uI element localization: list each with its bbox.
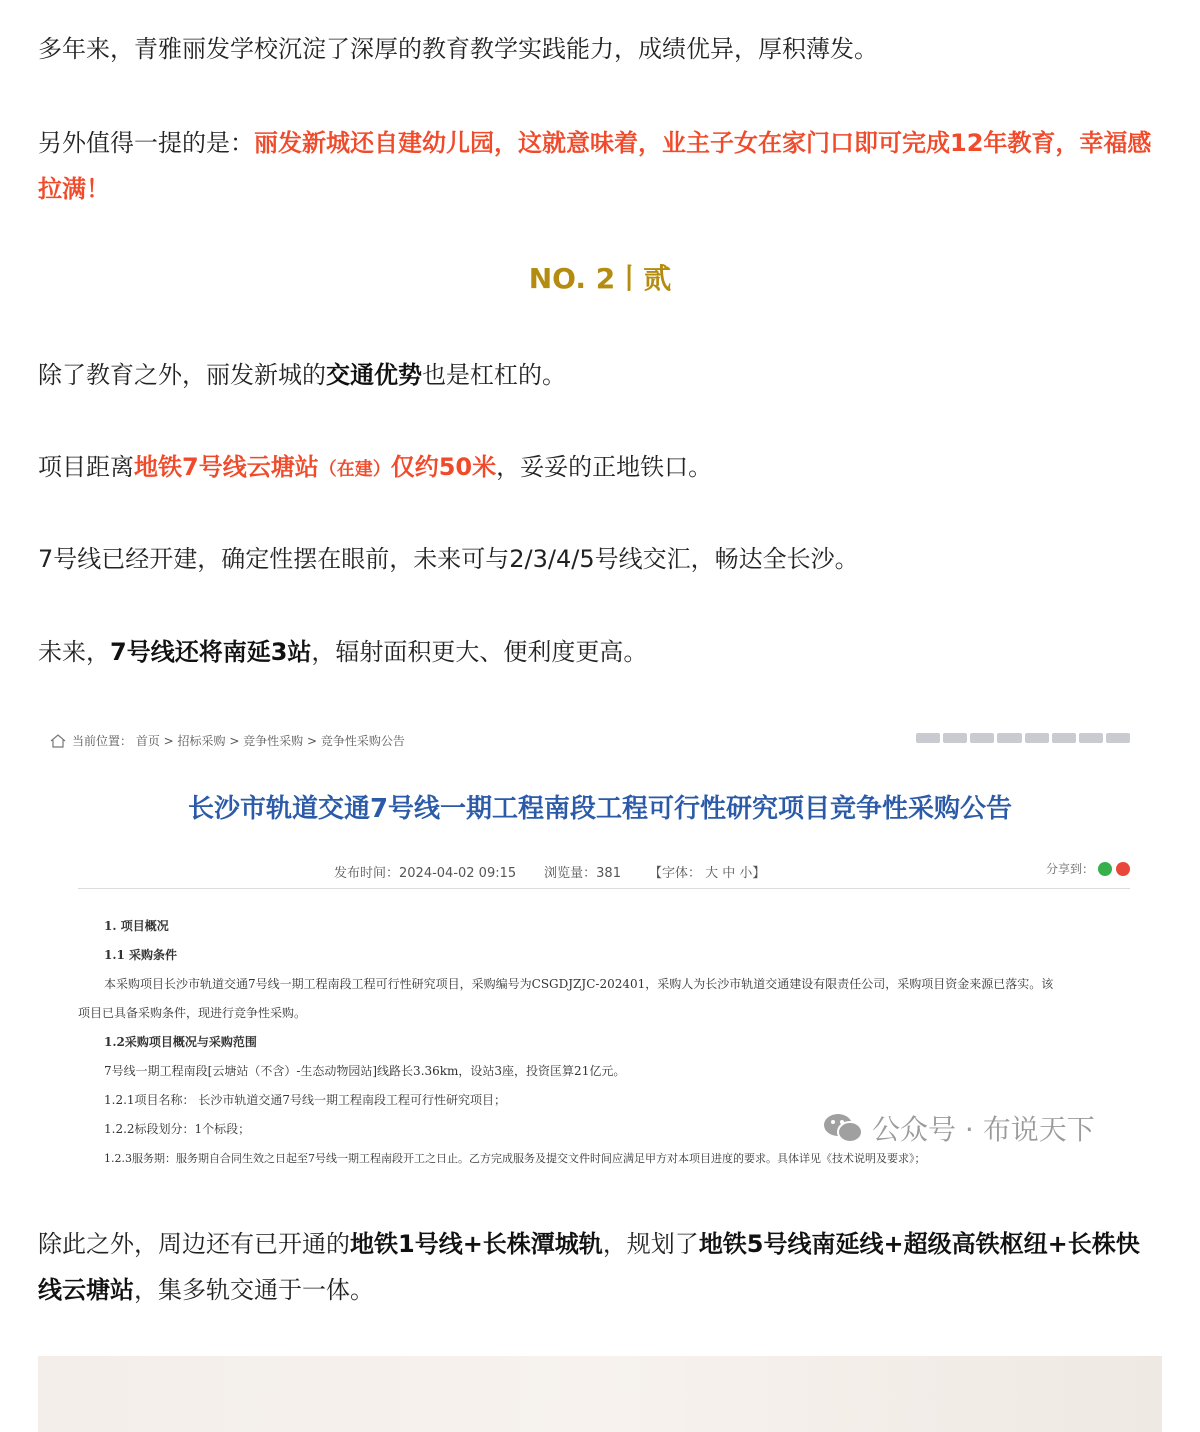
notice-line: 1. 项目概况	[104, 919, 169, 933]
wechat-icon	[822, 1111, 864, 1145]
home-icon	[50, 734, 66, 748]
breadcrumb-text: 当前位置： 首页 > 招标采购 > 竞争性采购 > 竞争性采购公告	[72, 734, 405, 748]
next-image-preview	[38, 1356, 1162, 1432]
paragraph-rail-network	[38, 1221, 1162, 1313]
notice-line: 项目已具备采购条件，现进行竞争性采购。	[78, 1006, 307, 1020]
rail-network-b: ，规划了	[602, 1230, 699, 1258]
paragraph-south-extension	[38, 629, 647, 675]
publish-time: 发布时间：2024-04-02 09:15	[334, 866, 517, 881]
south-extension-a: 未来，	[38, 638, 110, 666]
share-bar	[1046, 860, 1130, 877]
wechat-share-icon	[1098, 862, 1112, 876]
notice-line: 1.2.3服务期：服务期自合同生效之日起至7号线一期工程南段开工之日止。乙方完成服务及提交文件时间应满足甲方对本项目进度的要求。具体详见《技术说明及要求》；	[104, 1152, 926, 1165]
rail-network-a: 除此之外，周边还有已开通的	[38, 1230, 350, 1258]
traffic-intro-bold: 交通优势	[326, 361, 422, 389]
rail-network-bold2: 地铁5号线南延线+超级高铁枢纽+长株快线云塘站	[38, 1230, 1140, 1304]
share-label: 分享到：	[1045, 862, 1094, 876]
south-extension-bold: 7号线还将南延3站	[110, 638, 312, 666]
notice-line: 1.2.2标段划分：1个标段；	[104, 1122, 251, 1136]
rail-network-c: ，集多轨交通于一体。	[134, 1276, 374, 1304]
south-extension-b: ，辐射面积更大、便利度更高。	[311, 638, 648, 666]
metro-distance-b: ，妥妥的正地铁口。	[496, 453, 713, 481]
rail-network-bold1: 地铁1号线+长株潭城轨	[350, 1230, 603, 1258]
paragraph-kindergarten-highlight: 丽发新城还自建幼儿园，这就意味着，业主子女在家门口即可完成12年教育，幸福感拉满！	[38, 129, 1152, 203]
font-size-options: 【字体： 大 中 小】	[648, 866, 766, 881]
paragraph-kindergarten	[38, 120, 1162, 212]
breadcrumb	[50, 732, 405, 749]
metro-distance-station: 地铁7号线云塘站	[134, 453, 319, 481]
weibo-share-icon	[1116, 862, 1130, 876]
header-decoration	[916, 730, 1130, 746]
paragraph-school: 多年来，青雅丽发学校沉淀了深厚的教育教学实践能力，成绩优异，厚积薄发。	[38, 35, 878, 63]
metro-distance-note: （在建）	[318, 459, 391, 480]
procurement-notice-image	[38, 712, 1162, 1182]
notice-title: 长沙市轨道交通7号线一期工程南段工程可行性研究项目竞争性采购公告	[187, 794, 1013, 824]
metro-distance-a: 项目距离	[38, 453, 134, 481]
divider	[78, 888, 1130, 889]
traffic-intro-b: 也是杠杠的。	[422, 361, 566, 389]
notice-meta	[334, 862, 765, 881]
metro-distance-meters: 仅约50米	[390, 453, 497, 481]
paragraph-traffic-intro	[38, 352, 566, 398]
watermark-text: 公众号 · 布说天下	[872, 1113, 1095, 1146]
traffic-intro-a: 除了教育之外，丽发新城的	[38, 361, 326, 389]
view-count: 浏览量：381	[544, 866, 621, 881]
paragraph-line7: 7号线已经开建，确定性摆在眼前，未来可与2/3/4/5号线交汇，畅达全长沙。	[38, 545, 859, 573]
notice-line: 1.2采购项目概况与采购范围	[104, 1035, 257, 1049]
notice-line: 本采购项目长沙市轨道交通7号线一期工程南段工程可行性研究项目，采购编号为CSGDJZJC-202401，采购人为长沙市轨道交通建设有限责任公司，采购项目资金来源已落实。该	[104, 977, 1054, 991]
section-heading: NO. 2丨贰	[528, 262, 672, 295]
notice-line: 1.1 采购条件	[104, 948, 178, 962]
notice-line: 1.2.1项目名称： 长沙市轨道交通7号线一期工程南段工程可行性研究项目；	[104, 1093, 506, 1107]
notice-line: 7号线一期工程南段[云塘站（不含）-生态动物园站]线路长3.36km，设站3座，投资匡算21亿元。	[104, 1064, 626, 1078]
paragraph-kindergarten-prefix: 另外值得一提的是：	[38, 129, 254, 157]
watermark	[822, 1108, 1095, 1148]
paragraph-metro-distance	[38, 444, 712, 493]
